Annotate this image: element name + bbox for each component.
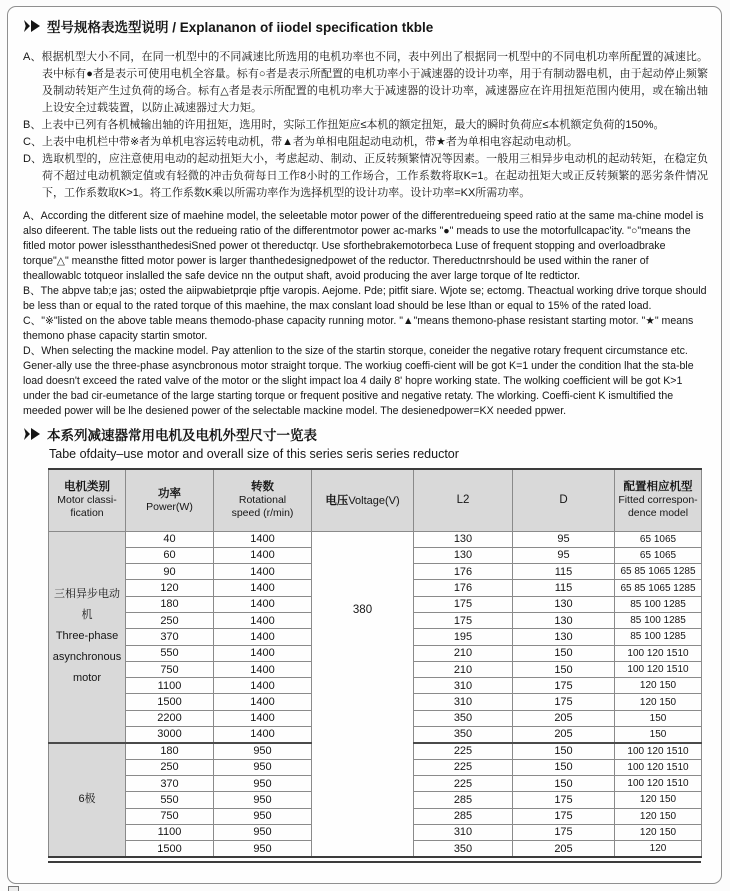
speed-cell: 950	[214, 824, 312, 840]
motor-class-line: Three-phase	[55, 630, 119, 643]
fitted-model-cell: 120 150	[615, 808, 702, 824]
fitted-model-cell: 100 120 1510	[615, 759, 702, 775]
power-cell: 550	[126, 792, 214, 808]
motor-class-line: 三相异步电动机	[54, 588, 120, 622]
speed-cell: 950	[214, 743, 312, 759]
d-cell: 150	[513, 775, 615, 791]
col-header-motor-class: 电机类别 Motor classi-fication	[49, 469, 126, 531]
motor-class-cell	[49, 743, 126, 857]
section1-title: 型号规格表选型说明 / Explananon of iiodel specification tkble	[47, 20, 434, 35]
power-cell: 180	[126, 596, 214, 612]
chinese-notes-block	[23, 49, 708, 202]
section-arrow-icon	[23, 428, 40, 440]
col-header-speed: 转数 Rotational speed (r/min)	[214, 469, 312, 531]
l2-cell: 175	[414, 612, 513, 628]
col-header-d: D	[513, 469, 615, 531]
d-cell: 130	[513, 596, 615, 612]
fitted-model-cell: 120 150	[615, 678, 702, 694]
page-content	[23, 16, 708, 863]
l2-cell: 210	[414, 645, 513, 661]
power-cell: 2200	[126, 710, 214, 726]
speed-cell: 1400	[214, 629, 312, 645]
spec-table-wrap	[48, 468, 701, 863]
fitted-model-cell: 120 150	[615, 694, 702, 710]
english-notes-block	[23, 209, 708, 419]
d-cell: 175	[513, 824, 615, 840]
speed-cell: 1400	[214, 661, 312, 677]
fitted-model-cell: 150	[615, 710, 702, 726]
col-header-power: 功率 Power(W)	[126, 469, 214, 531]
speed-cell: 950	[214, 808, 312, 824]
speed-cell: 1400	[214, 678, 312, 694]
speed-cell: 1400	[214, 612, 312, 628]
speed-cell: 1400	[214, 727, 312, 743]
d-cell: 115	[513, 564, 615, 580]
fitted-model-cell: 120 150	[615, 792, 702, 808]
speed-cell: 950	[214, 775, 312, 791]
power-cell: 3000	[126, 727, 214, 743]
speed-cell: 1400	[214, 547, 312, 563]
d-cell: 205	[513, 727, 615, 743]
motor-class-cell	[49, 531, 126, 743]
col-header-l2: L2	[414, 469, 513, 531]
l2-cell: 175	[414, 596, 513, 612]
power-cell: 120	[126, 580, 214, 596]
d-cell: 150	[513, 661, 615, 677]
section2-title-row	[23, 424, 708, 444]
section2-subtitle: Tabe ofdaity–use motor and overall size of this series seris series reductor	[49, 447, 459, 461]
d-cell: 150	[513, 645, 615, 661]
power-cell: 60	[126, 547, 214, 563]
fitted-model-cell: 100 120 1510	[615, 775, 702, 791]
speed-cell: 1400	[214, 710, 312, 726]
fitted-model-cell: 150	[615, 727, 702, 743]
l2-cell: 285	[414, 792, 513, 808]
fitted-model-cell: 100 120 1510	[615, 743, 702, 759]
l2-cell: 225	[414, 759, 513, 775]
l2-cell: 310	[414, 678, 513, 694]
power-cell: 370	[126, 775, 214, 791]
table-header-row	[49, 469, 702, 531]
motor-class-line: asynchronous	[52, 651, 122, 664]
paragraph-en-a: A、According the ditferent size of maehine model, the seleetable motor power of the differentredueing speed ratio at the same ma-chine model is also difeerent. The table lists out the redueing ratio of the differentmotor power ac-marks "●" meads to use the motorfullcapac'ity. "○"means the fitled motor power islessthanthedesiSned power ot thereductqr. Use sforthebrakemotorbeca Luse of frequent stopping and overloadbrake torque"△" meansthe fitted motor power is larger thanthedesignedpowet of the reductor. Thereductnrshould be used within the raner of theallowablc totqueor inslalled the safe device nn the output shaft, avoid producing the aver large torque of lte redtictor.	[23, 210, 704, 282]
power-cell: 1500	[126, 694, 214, 710]
power-cell: 40	[126, 531, 214, 547]
motor-class-line: 6极	[78, 793, 96, 806]
spec-table-body	[49, 531, 702, 857]
power-cell: 1500	[126, 841, 214, 857]
fitted-model-cell: 85 100 1285	[615, 612, 702, 628]
paragraph-zh-a: A、根据机型大小不同，在同一机型中的不同减速比所选用的电机功率也不同，表中列出了根据同一机型中的不同电机功率所配置的减速比。表中标有●者是表示可使用电机全容量。标有○者是表示所配置的电机功率小于减速器的设计功率，用于有制动器电机，由于起动停止频繁及制动转矩产生过负荷的场合。标有△者是表示所配置的电机功率大于减速器的设计功率，减速器应在许用扭矩范围内使用，或在输出轴上设安全过载装置，以防止减速器过大力矩。	[23, 51, 708, 114]
speed-cell: 1400	[214, 596, 312, 612]
speed-cell: 1400	[214, 564, 312, 580]
col-header-voltage: 电压Voltage(V)	[312, 469, 414, 531]
paragraph-en-b: B、The abpve tab;e jas; osted the aiipwabietprqie pftje varopis. Aejome. Pde; pitfit siare. Wjote se; ectomg. Theactual working drive torque should be less than or equal to the rated torque of this maehine, the max conslant load should be lese lthan or equal to 15% of the rated load.	[23, 285, 707, 312]
section-arrow-icon	[23, 20, 40, 32]
paragraph-en-c: C、"※"listed on the above table means themodo-phase capacity running motor. "▲"means themono-phase resistant starting motor. "★" means themono phase capacity startin smotor.	[23, 315, 694, 342]
l2-cell: 225	[414, 775, 513, 791]
section2-title: 本系列减速器常用电机及电机外型尺寸一览表	[47, 428, 317, 443]
l2-cell: 285	[414, 808, 513, 824]
table-bottom-double-rule	[48, 858, 701, 863]
l2-cell: 310	[414, 824, 513, 840]
l2-cell: 195	[414, 629, 513, 645]
speed-cell: 1400	[214, 580, 312, 596]
d-cell: 115	[513, 580, 615, 596]
power-cell: 250	[126, 759, 214, 775]
d-cell: 95	[513, 531, 615, 547]
l2-cell: 210	[414, 661, 513, 677]
d-cell: 175	[513, 678, 615, 694]
d-cell: 95	[513, 547, 615, 563]
l2-cell: 350	[414, 710, 513, 726]
d-cell: 150	[513, 743, 615, 759]
fitted-model-cell: 100 120 1510	[615, 645, 702, 661]
fitted-model-cell: 120 150	[615, 824, 702, 840]
d-cell: 175	[513, 792, 615, 808]
l2-cell: 176	[414, 580, 513, 596]
d-cell: 175	[513, 694, 615, 710]
motor-class-line: motor	[72, 672, 102, 685]
paragraph-en-d: D、When selecting the mackine model. Pay attenlion to the size of the startin storque, coneider the negative rotary frequent circumstance etc. Gener-ally use the three-phase asyncbronous motor straight torque. The workiug coeffi-cient will be got K=1 under the condition lhat the sta-ble load doesn't exceed the rated valve of the motor or the slight impact loa 4 daily 8' hopre working state. The wolking coefficient will be got K>1 under the bad cir-eumetance of the large starting torque or frequent positive and negative retaty. The wlorking. Coeffi-cient K ismultified the meeded power will be lhe desiened power of the selectable mackine model. The desienedpower=KX needed ppwer.	[23, 345, 694, 417]
paragraph-zh-d: D、选取机型的，应注意使用电动的起动扭矩大小，考虑起动、制动、正反转频繁情况等因素。一般用三相异步电动机的起动转矩，在稳定负荷不超过电动机额定值或有轻微的冲击负荷每日工作8小时的工作场合，工作系数将取K=1。在起动扭矩大或正反转频繁的恶劣条件情况下，工作系数取K>1。将工作系数K乘以所需功率作为选择机型的设计功率。设计功率=KX所需功率。	[23, 153, 708, 199]
l2-cell: 176	[414, 564, 513, 580]
page-corner-mark	[8, 886, 19, 891]
fitted-model-cell: 85 100 1285	[615, 629, 702, 645]
d-cell: 205	[513, 710, 615, 726]
power-cell: 550	[126, 645, 214, 661]
l2-cell: 225	[414, 743, 513, 759]
power-cell: 250	[126, 612, 214, 628]
l2-cell: 310	[414, 694, 513, 710]
d-cell: 175	[513, 808, 615, 824]
fitted-model-cell: 65 1065	[615, 531, 702, 547]
power-cell: 750	[126, 808, 214, 824]
col-header-fitted-model: 配置相应机型 Fitted correspon- dence model	[615, 469, 702, 531]
paragraph-zh-c: C、上表中电机栏中带※者为单机电容运转电动机，带▲者为单相电阻起动电动机，带★者为单相电容起动电动机。	[23, 136, 578, 148]
d-cell: 130	[513, 629, 615, 645]
d-cell: 150	[513, 759, 615, 775]
power-cell: 1100	[126, 824, 214, 840]
motor-spec-table	[48, 468, 702, 858]
speed-cell: 1400	[214, 694, 312, 710]
fitted-model-cell: 65 85 1065 1285	[615, 580, 702, 596]
fitted-model-cell: 85 100 1285	[615, 596, 702, 612]
fitted-model-cell: 65 1065	[615, 547, 702, 563]
section1-title-row	[23, 16, 708, 36]
speed-cell: 950	[214, 841, 312, 857]
l2-cell: 130	[414, 531, 513, 547]
power-cell: 90	[126, 564, 214, 580]
power-cell: 370	[126, 629, 214, 645]
l2-cell: 130	[414, 547, 513, 563]
speed-cell: 1400	[214, 645, 312, 661]
fitted-model-cell: 100 120 1510	[615, 661, 702, 677]
speed-cell: 1400	[214, 531, 312, 547]
l2-cell: 350	[414, 727, 513, 743]
fitted-model-cell: 65 85 1065 1285	[615, 564, 702, 580]
voltage-cell: 380	[312, 531, 414, 857]
table-row	[49, 531, 702, 547]
d-cell: 205	[513, 841, 615, 857]
d-cell: 130	[513, 612, 615, 628]
speed-cell: 950	[214, 792, 312, 808]
power-cell: 750	[126, 661, 214, 677]
power-cell: 1100	[126, 678, 214, 694]
fitted-model-cell: 120	[615, 841, 702, 857]
section2	[23, 424, 708, 462]
paragraph-zh-b: B、上表中已列有各机械输出轴的许用扭矩，选用时，实际工作扭矩应≤本机的额定扭矩，最大的瞬时负荷应≤本机额定负荷的150%。	[23, 119, 665, 131]
speed-cell: 950	[214, 759, 312, 775]
l2-cell: 350	[414, 841, 513, 857]
power-cell: 180	[126, 743, 214, 759]
